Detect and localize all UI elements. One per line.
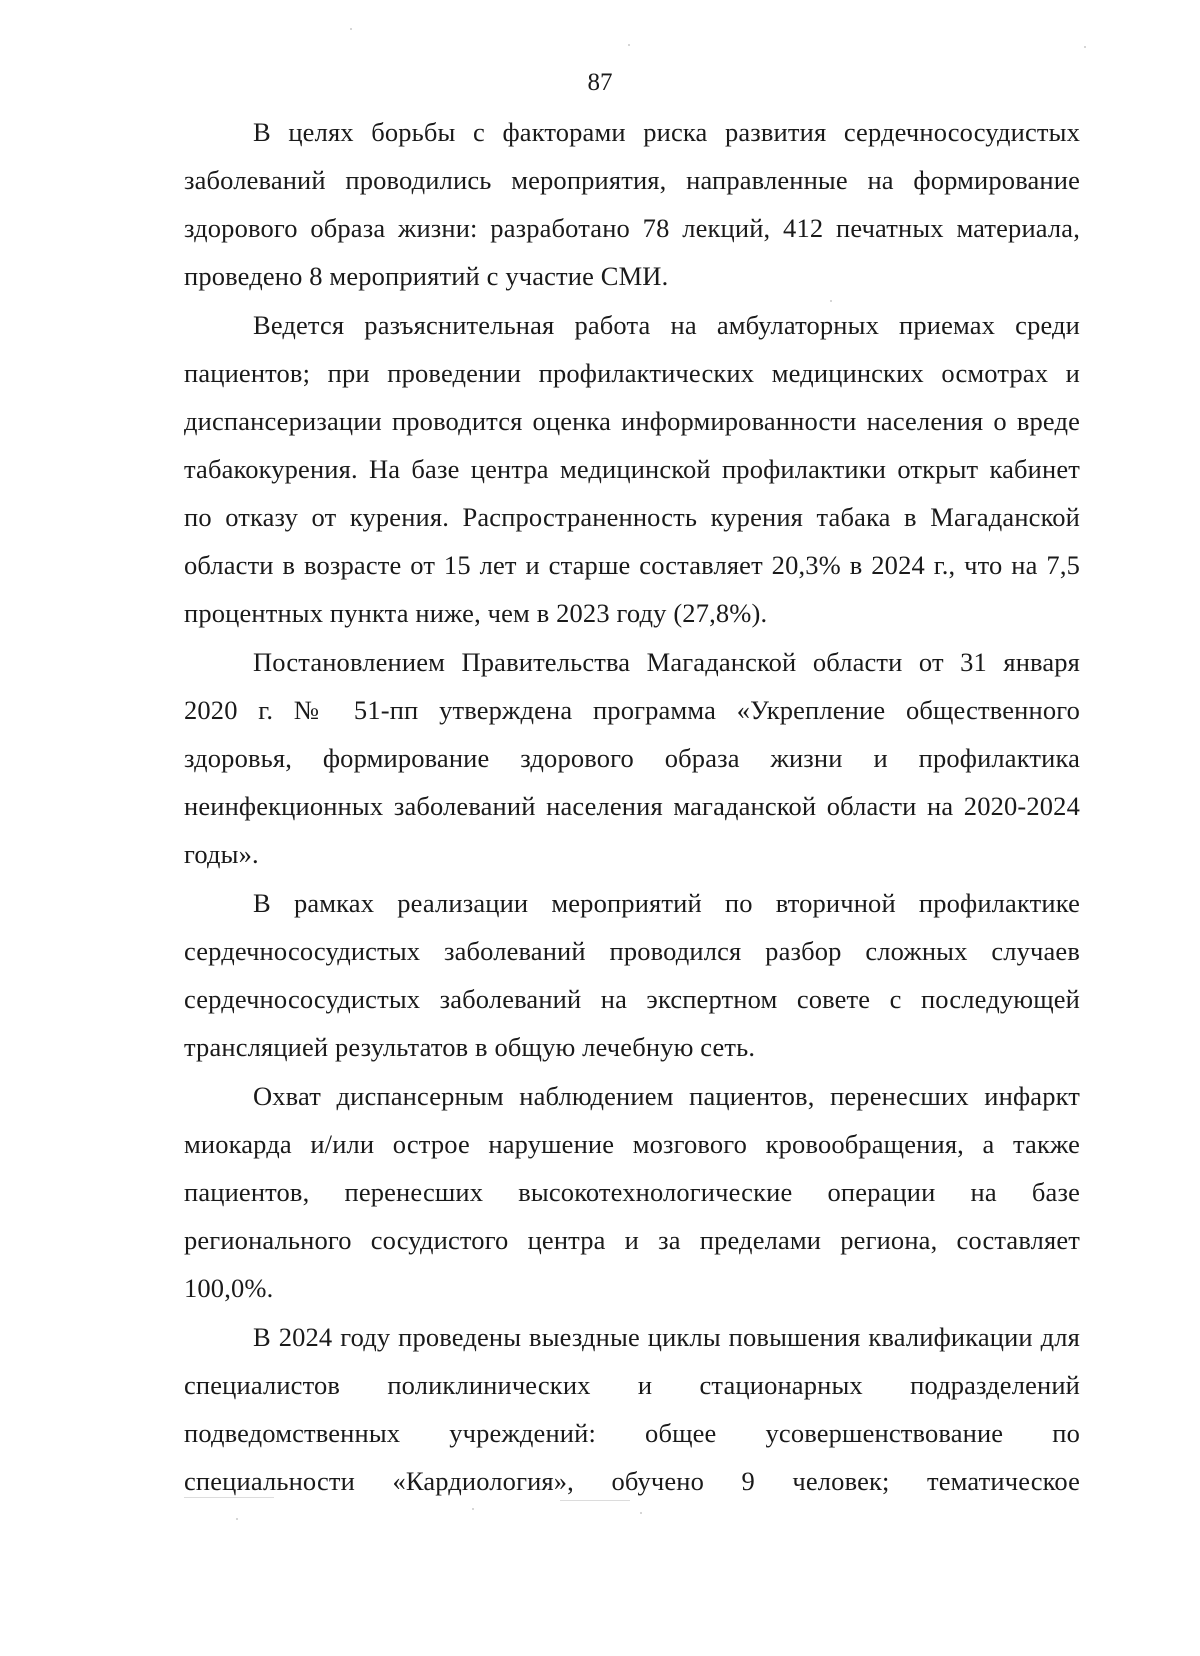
scan-artifact-dot — [640, 1512, 642, 1514]
paragraph-dispensary-coverage: Охват диспансерным наблюдением пациентов, перенесших инфаркт миокарда и/или острое нарушение мозгового кровообращения, а также пациентов, перенесших высокотехнологические операции на базе регионального сосудистого центра и за пределами региона, составляет 100,0%. — [184, 1081, 1080, 1303]
paragraph-risk-factors: В целях борьбы с факторами риска развития сердечнососудистых заболеваний проводились мероприятия, направленные на формирование здорового образа жизни: разработано 78 лекций, 412 печатных материала, проведено 8 мероприятий с участие СМИ. — [184, 117, 1080, 291]
document-body — [184, 108, 1080, 1506]
scan-artifact-line — [560, 1500, 630, 1501]
scan-artifact-dot — [350, 28, 352, 30]
scan-artifact-line — [184, 1497, 274, 1498]
scan-artifact-dot — [1084, 46, 1086, 48]
paragraph-government-program: Постановлением Правительства Магаданской области от 31 января 2020 г. № 51-пп утверждена программа «Укрепление общественного здоровья, формирование здорового образа жизни и профилактика неинфекционных заболеваний населения магаданской области на 2020-2024 годы». — [184, 647, 1080, 869]
paragraph-qualification-courses: В 2024 году проведены выездные циклы повышения квалификации для специалистов поликлинических и стационарных подразделений подведомственных учреждений: общее усовершенствование по специальности «Кардиология», обучено 9 человек; тематическое — [184, 1322, 1080, 1496]
scan-artifact-dot — [628, 44, 630, 46]
scan-artifact-dot — [236, 1518, 238, 1520]
scan-artifact-dot — [830, 300, 832, 302]
scan-artifact-dot — [472, 1508, 474, 1510]
page-number: 87 — [587, 69, 613, 96]
paragraph-secondary-prevention: В рамках реализации мероприятий по вторичной профилактике сердечнососудистых заболеваний проводился разбор сложных случаев сердечнососудистых заболеваний на экспертном совете с последующей трансляцией результатов в общую лечебную сеть. — [184, 888, 1080, 1062]
paragraph-smoking-prevention: Ведется разъяснительная работа на амбулаторных приемах среди пациентов; при проведении профилактических медицинских осмотрах и диспансеризации проводится оценка информированности населения о вреде табакокурения. На базе центра медицинской профилактики открыт кабинет по отказу от курения. Распространенность курения табака в Магаданской области в возрасте от 15 лет и старше составляет 20,3% в 2024 г., что на 7,5 процентных пункта ниже, чем в 2023 году (27,8%). — [184, 310, 1080, 628]
